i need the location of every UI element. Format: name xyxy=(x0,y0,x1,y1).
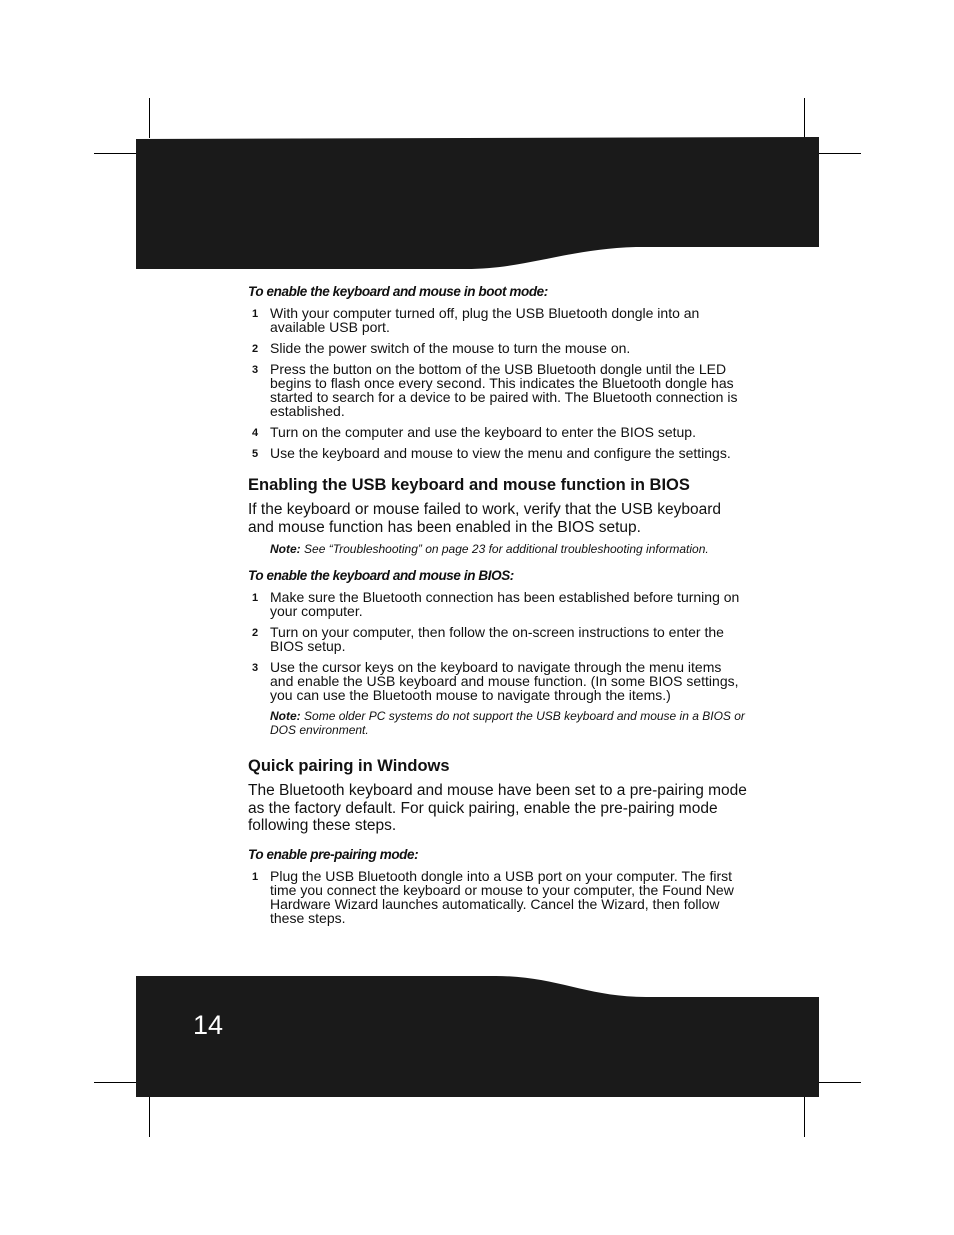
note-text: Some older PC systems do not support the USB keyboard and mouse in a BIOS or DOS environment. xyxy=(270,709,745,737)
crop-mark xyxy=(804,1097,805,1137)
note-label: Note: xyxy=(270,709,301,723)
crop-mark xyxy=(94,153,136,154)
step-text: Press the button on the bottom of the USB Bluetooth dongle until the LED begins to flash once every second. This indicates the Bluetooth dongle has started to search for a device to be paired with. The Bluetooth connection is established. xyxy=(270,361,738,419)
step-number: 2 xyxy=(252,627,259,639)
crop-mark xyxy=(819,1082,861,1083)
list-item xyxy=(248,425,748,439)
step-number: 3 xyxy=(252,662,259,674)
note xyxy=(270,542,748,556)
step-text: Use the cursor keys on the keyboard to navigate through the menu items and enable the USB keyboard and mouse function. (In some BIOS settings, you can use the Bluetooth mouse to navigate through the items.) xyxy=(270,659,739,703)
page-number: 14 xyxy=(193,1010,224,1040)
crop-mark xyxy=(149,1097,150,1137)
crop-mark xyxy=(819,153,861,154)
step-number: 1 xyxy=(252,592,259,604)
section-body: If the keyboard or mouse failed to work, verify that the USB keyboard and mouse function has been enabled in the BIOS setup. xyxy=(248,501,721,536)
note-text: See “Troubleshooting” on page 23 for additional troubleshooting information. xyxy=(304,542,709,556)
procedure-title: To enable pre-pairing mode: xyxy=(248,846,419,862)
section-heading: Quick pairing in Windows xyxy=(248,757,450,775)
list-item xyxy=(248,660,748,702)
step-list xyxy=(248,306,748,460)
procedure-title: To enable the keyboard and mouse in boot mode: xyxy=(248,284,548,299)
procedure-title: To enable the keyboard and mouse in BIOS: xyxy=(248,568,514,583)
list-item xyxy=(248,446,748,460)
crop-mark xyxy=(804,98,805,138)
step-number: 1 xyxy=(252,870,259,883)
note xyxy=(270,709,748,737)
list-item xyxy=(248,362,748,418)
crop-mark xyxy=(94,1082,136,1083)
footer-band xyxy=(136,975,820,1098)
step-number: 2 xyxy=(252,343,259,355)
step-number: 5 xyxy=(252,448,259,460)
header-band xyxy=(136,137,820,270)
step-number: 1 xyxy=(252,308,259,320)
step-number: 4 xyxy=(252,427,259,439)
step-text: Use the keyboard and mouse to view the menu and configure the settings. xyxy=(270,445,731,461)
step-text: Make sure the Bluetooth connection has been established before turning on your computer. xyxy=(270,589,740,619)
list-item xyxy=(248,590,748,618)
section-heading: Enabling the USB keyboard and mouse function in BIOS xyxy=(248,476,690,494)
list-item xyxy=(248,306,748,334)
step-text: With your computer turned off, plug the USB Bluetooth dongle into an available USB port. xyxy=(270,305,700,335)
step-text: Plug the USB Bluetooth dongle into a USB port on your computer. The first time you connect the keyboard or mouse to your computer, the Found New Hardware Wizard launches automatically. Cancel the Wizard, then follow these steps. xyxy=(270,867,734,926)
note-label: Note: xyxy=(270,542,301,556)
step-number: 3 xyxy=(252,364,259,376)
step-text: Turn on the computer and use the keyboard to enter the BIOS setup. xyxy=(270,424,696,440)
step-text: Turn on your computer, then follow the on-screen instructions to enter the BIOS setup. xyxy=(270,624,724,654)
step-list xyxy=(248,869,748,925)
main-content xyxy=(248,284,748,932)
crop-mark xyxy=(149,98,150,138)
list-item xyxy=(248,869,748,925)
step-text: Slide the power switch of the mouse to turn the mouse on. xyxy=(270,340,631,356)
list-item xyxy=(248,625,748,653)
section-body: The Bluetooth keyboard and mouse have been set to a pre-pairing mode as the factory default. For quick pairing, enable the pre-pairing mode following these steps. xyxy=(248,782,747,834)
step-list xyxy=(248,590,748,702)
list-item xyxy=(248,341,748,355)
